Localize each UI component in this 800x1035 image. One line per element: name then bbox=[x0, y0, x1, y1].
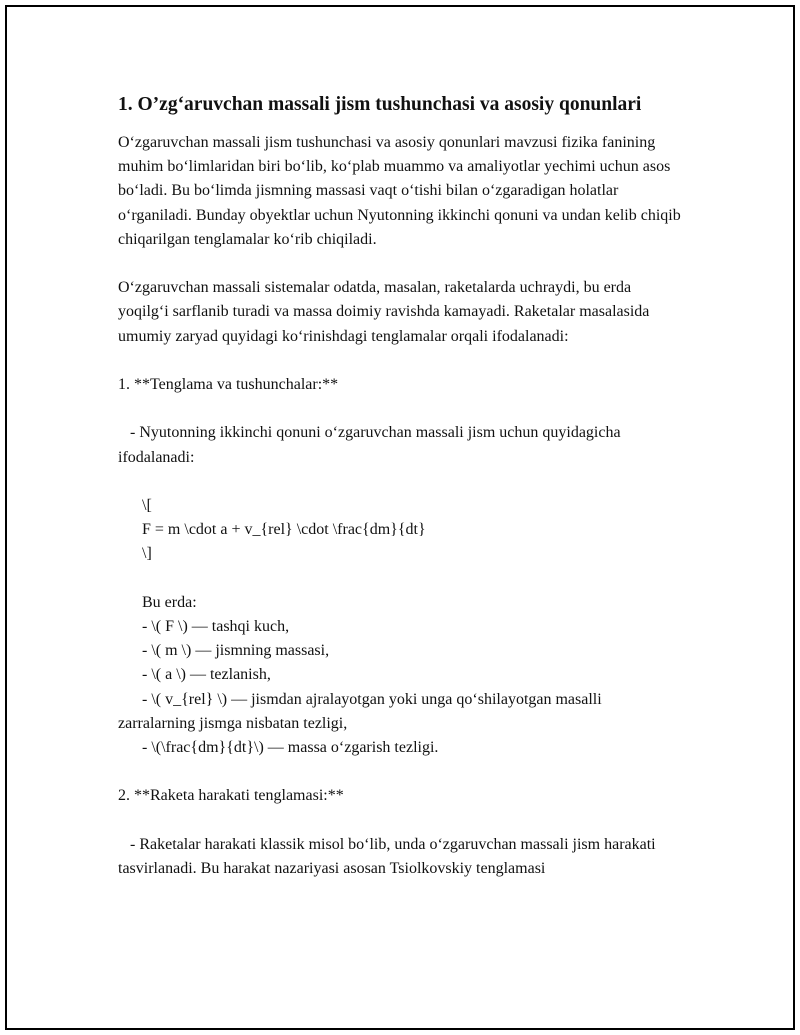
document-body bbox=[118, 92, 684, 881]
where-item-force: - \( F \) — tashqi kuch, bbox=[142, 617, 290, 635]
where-item-mass-rate: - \(\frac{dm}{dt}\) — massa o‘zgarish tezligi. bbox=[142, 739, 439, 756]
where-item-mass: - \( m \) — jismning massasi, bbox=[142, 642, 330, 660]
where-label: Bu erda: bbox=[142, 593, 197, 611]
rocket-paragraph: O‘zgaruvchan massali sistemalar odatda, masalan, raketalarda uchraydi, bu erda yoqilg‘i sarflanib turadi va massa doimiy ravishda kamayadi. Raketalar masalasida umumiy zaryad quyidagi ko‘rinishdagi tenglamalar orqali ifodalanadi: bbox=[118, 279, 650, 345]
where-item-acceleration: - \( a \) — tezlanish, bbox=[142, 666, 271, 684]
math-formula: F = m \cdot a + v_{rel} \cdot \frac{dm}{dt} bbox=[142, 521, 426, 539]
list-item-1-title: 1. **Tenglama va tushunchalar:** bbox=[118, 376, 339, 393]
where-item-relative-velocity-cont: zarralarning jismga nisbatan tezligi, bbox=[118, 714, 348, 732]
list-item-1-text: - Nyutonning ikkinchi qonuni o‘zgaruvchan massali jism uchun quyidagicha ifodalanadi: bbox=[118, 424, 625, 466]
section-heading: 1. O’zg‘aruvchan massali jism tushunchasi va asosiy qonunlari bbox=[118, 94, 642, 115]
where-item-relative-velocity: - \( v_{rel} \) — jismdan ajralayotgan yoki unga qo‘shilayotgan masalli bbox=[142, 690, 602, 708]
math-open: \[ bbox=[142, 496, 152, 514]
list-item-2-text: - Raketalar harakati klassik misol bo‘lib, unda o‘zgaruvchan massali jism harakati tasvirlanadi. Bu harakat nazariyasi asosan Tsiolkovskiy tenglamasi bbox=[118, 835, 660, 877]
list-item-2-title: 2. **Raketa harakati tenglamasi:** bbox=[118, 787, 344, 805]
math-close: \] bbox=[142, 545, 152, 563]
intro-paragraph: O‘zgaruvchan massali jism tushunchasi va asosiy qonunlari mavzusi fizika fanining muhim bo‘limlaridan biri bo‘lib, ko‘plab muammo va amaliyotlar yechimi uchun asos bo‘ladi. Bu bo‘limda jismning massasi vaqt o‘tishi bilan o‘zgaradigan holatlar o‘rganiladi. Bunday obyektlar uchun Nyutonning ikkinchi qonuni va undan kelib chiqib chiqarilgan tenglamalar ko‘rib chiqiladi. bbox=[118, 134, 681, 248]
